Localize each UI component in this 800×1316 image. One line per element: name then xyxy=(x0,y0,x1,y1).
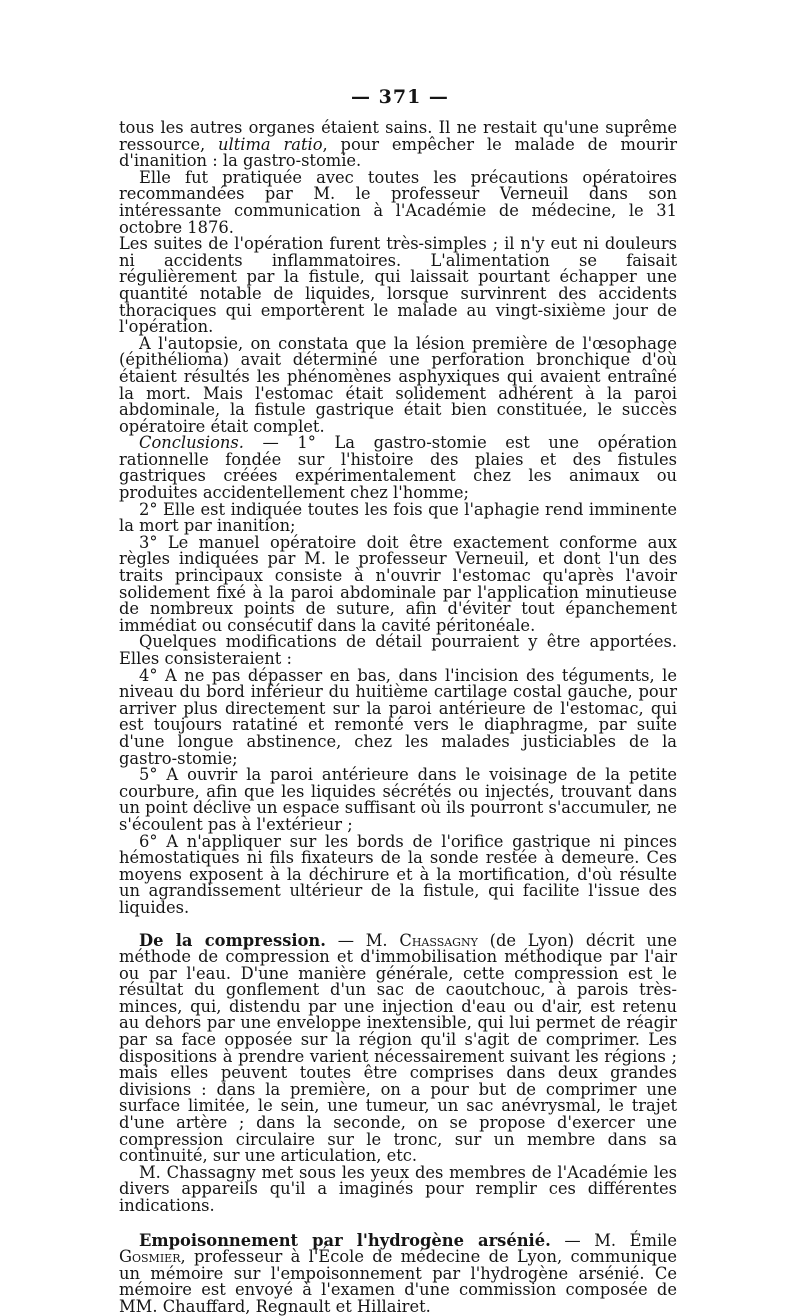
conclusion-6: 6° A n'appliquer sur les bords de l'orifice gastrique ni pinces hémostatiques ni fils fixateurs de la sonde restée à demeure. Ces moyens exposent à la déchirure et à la mortification, d'où résulte un agrandissement ultérieur de la fistule, qui facilite l'issue des liquides. xyxy=(119,831,677,917)
body-text xyxy=(119,120,677,1316)
intro-paragraph-2: Elle fut pratiquée avec toutes les précautions opératoires recommandées par M. le professeur Verneuil dans son intéressante communication à l'Académie de médecine, le 31 octobre 1876. xyxy=(119,167,677,237)
empoisonnement-paragraph: Empoisonnement par l'hydrogène arsénié. — M. Émile Gosmier, professeur à l'École de médecine de Lyon, communique un mémoire sur l'empoisonnement par l'hydrogène arsénié. Ce mémoire est envoyé à l'examen d'une commission composée de MM. Chauffard, Regnault et Hillairet. xyxy=(119,1230,678,1316)
conclusion-4: 4° A ne pas dépasser en bas, dans l'incision des téguments, le niveau du bord inférieur du huitième cartilage costal gauche, pour arriver plus directement sur la paroi antérieure de l'estomac, qui est toujours ratatiné et remonté vers le diaphragme, par suite d'une longue abstinence, chez les malades justiciables de la gastro-stomie; xyxy=(119,665,677,768)
modifications-paragraph: Quelques modifications de détail pourraient y être apportées. Elles consisteraient : xyxy=(119,632,677,668)
compression-paragraph-1: De la compression. — M. Chassagny (de Lyon) décrit une méthode de compression et d'immobilisation méthodique par l'air ou par l'eau. D'une manière générale, cette compression est le résultat du gonflement d'un sac de caoutchouc, à parois très-minces, qui, distendu par une injection d'eau ou d'air, est retenu au dehors par une enveloppe inextensible, qui lui permet de réagir par sa face opposée sur la région qu'il s'agit de comprimer. Les dispositions à prendre varient nécessairement suivant les régions ; mais elles peuvent toutes être comprises dans deux grandes divisions : dans la première, on a pour but de comprimer une surface limitée, le sein, une tumeur, un sac anévrysmal, le trajet d'une artère ; dans la seconde, on se propose d'exercer une compression circulaire sur le tronc, sur un membre dans sa continuité, sur une articulation, etc. xyxy=(119,930,677,1166)
conclusion-1: Conclusions. — 1° La gastro-stomie est une opération rationnelle fondée sur l'histoire des plaies et des fistules gastriques créées expérimentalement chez les animaux ou produites accidentellement chez l'homme; xyxy=(119,433,677,503)
compression-paragraph-2: M. Chassagny met sous les yeux des membres de l'Académie les divers appareils qu'il a imaginés pour remplir ces différentes indications. xyxy=(119,1162,677,1215)
empoisonnement-heading: Empoisonnement par l'hydrogène arsénié. xyxy=(139,1230,551,1250)
conclusion-5: 5° A ouvrir la paroi antérieure dans le voisinage de la petite courbure, afin que les liquides sécrétés ou injectés, trouvant dans un point déclive un espace suffisant où ils pourront s'accumuler, ne s'écoulent pas à l'extérieur ; xyxy=(119,765,677,834)
page-number: — 371 — xyxy=(351,86,449,108)
intro-paragraph-1: tous les autres organes étaient sains. Il ne restait qu'une suprême ressource, ultima ratio, pour empêcher le malade de mourir d'inanition : la gastro-stomie. xyxy=(119,118,678,171)
latin-phrase: ultima ratio xyxy=(218,134,323,154)
intro-paragraph-4: A l'autopsie, on constata que la lésion première de l'œsophage (épithélioma) avait déterminé une perforation bronchique d'où étaient résultés les phénomènes asphyxiques qui avaient entraîné la mort. Mais l'estomac était solidement adhérent à la paroi abdominale, la fistule gastrique était bien constituée, le succès opératoire était complet. xyxy=(119,333,677,436)
author-gosmier: Gosmier xyxy=(119,1247,181,1267)
conclusion-2: 2° Elle est indiquée toutes les fois que l'aphagie rend imminente la mort par inanition; xyxy=(119,499,677,536)
author-chassagny: Chassagny xyxy=(399,930,478,950)
compression-heading: De la compression. xyxy=(139,930,326,950)
conclusion-3: 3° Le manuel opératoire doit être exactement conforme aux règles indiquées par M. le professeur Verneuil, et dont l'un des traits principaux consiste à n'ouvrir l'estomac qu'après l'avoir solidement fixé à la paroi abdominale par l'application minutieuse de nombreux points de suture, afin d'éviter tout épanchement immédiat ou consécutif dans la cavité péritonéale. xyxy=(119,532,677,635)
intro-paragraph-3: Les suites de l'opération furent très-simples ; il n'y eut ni douleurs ni accidents inflammatoires. L'alimentation se faisait régulièrement par la fistule, qui laissait pourtant échapper une quantité notable de liquides, lorsque survinrent des accidents thoraciques qui emportèrent le malade au vingt-sixième jour de l'opération. xyxy=(119,234,677,337)
conclusions-label: Conclusions. xyxy=(139,433,244,453)
